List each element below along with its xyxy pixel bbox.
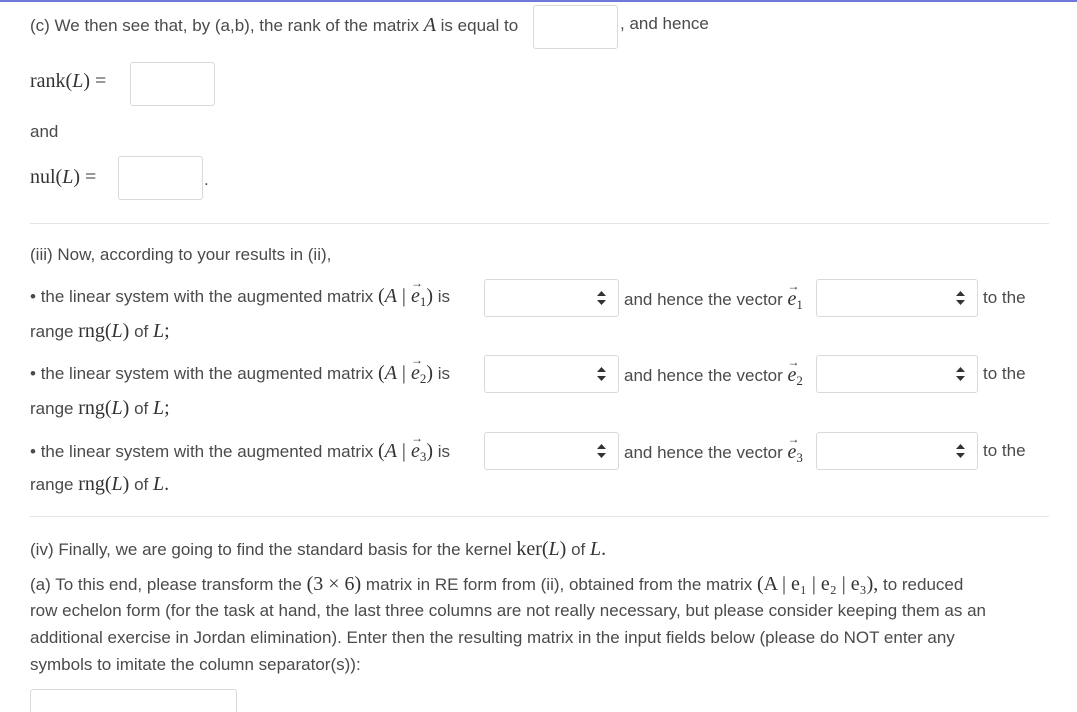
select-arrows-icon [956,367,965,381]
consistency-select-3[interactable] [484,432,619,470]
part-c-sentence [30,14,518,37]
belongs-select-2[interactable] [816,355,978,393]
part-iv-a-line-2: row echelon form (for the task at hand, the last three columns are not really necessary, but please consider keeping them as an [30,601,986,620]
aug-matrix-3: (A | → $e_3$) [378,440,433,462]
matrix-dimensions: (3 × 6) [306,573,362,595]
vector-e: → e [788,441,797,464]
period-text: . [204,170,209,189]
range-text: range [30,322,74,341]
to-the-text: to the [983,364,1026,383]
system-text: the linear system with the augmented matrix [40,442,374,461]
rank-var: L [72,70,84,92]
bullet: • [30,287,36,306]
bullet: • [30,442,36,461]
and-text: and [30,122,59,141]
is-text: is [437,442,451,461]
select-arrows-icon [597,367,606,381]
top-accent-line [0,0,1077,2]
bullet: • [30,364,36,383]
rank-label: rank( [30,70,73,92]
part-iv-a-line-3: additional exercise in Jordan elimination). Enter then the resulting matrix in the input fields below (please do NOT enter any [30,628,955,647]
and-hence-vector-text: and hence the vector [624,443,783,462]
system-line-1 [30,285,450,310]
vector-e: → e [788,364,797,387]
part-iv-intro: (iv) Finally, we are going to find the standard basis for the kernel ker(L) of L. [30,538,607,560]
system-text: the linear system with the augmented matrix [40,364,374,383]
vector-line-1 [624,288,803,313]
divider [30,516,1049,517]
vector-index: 2 [796,373,803,388]
vector-line-3 [624,441,803,466]
part-iv-a-line-4: symbols to imitate the column separator(s)): [30,655,361,674]
aug-matrix-2: (A | → $e_2$) [378,362,433,384]
vector-line-2 [624,364,803,389]
rank-close: ) = [83,70,107,92]
augmented-matrix-full: (A | e₁ | e₂ | e₃), [757,573,879,595]
system-line-2 [30,362,450,387]
part-iv-text: (iv) Finally, we are going to find the standard basis for the kernel [30,540,512,559]
and-hence-vector-text: and hence the vector [624,290,783,309]
to-the-text: to the [983,441,1026,460]
nul-l-expression [30,166,96,189]
range-text: range [30,475,74,494]
matrix-a-symbol: A [423,14,436,36]
part-c-text: (c) We then see that, by (a,b), the rank of the matrix [30,16,419,35]
vector-index: 3 [796,450,803,465]
part-c-text-2: is equal to [440,16,519,35]
nul-label: nul( [30,166,63,188]
nul-close: ) = [73,166,97,188]
is-text: is [437,364,451,383]
vector-e: → e [788,288,797,311]
divider [30,223,1049,224]
system-line-3 [30,440,450,465]
rank-l-expression [30,70,106,93]
vector-index: 1 [796,297,803,312]
rref-matrix-input[interactable] [30,689,237,712]
rank-a-input[interactable] [533,5,618,49]
part-iv-a-line-1: (a) To this end, please transform the (3 × 6) matrix in RE form from (ii), obtained from the matrix (A | e₁ | e₂ | e₃), to reduced [30,573,964,595]
rank-l-input[interactable] [130,62,215,106]
consistency-select-2[interactable] [484,355,619,393]
select-arrows-icon [597,444,606,458]
consistency-select-1[interactable] [484,279,619,317]
and-hence-vector-text: and hence the vector [624,366,783,385]
range-line-2: range rng(L) of L; [30,397,170,419]
select-arrows-icon [956,291,965,305]
range-line-3: range rng(L) of L. [30,473,170,495]
select-arrows-icon [956,444,965,458]
and-hence-text: , and hence [620,14,709,33]
nul-l-input[interactable] [118,156,203,200]
range-line-1: range rng(L) of L; [30,320,170,342]
is-text: is [437,287,451,306]
belongs-select-3[interactable] [816,432,978,470]
belongs-select-1[interactable] [816,279,978,317]
part-iii-intro: (iii) Now, according to your results in (ii), [30,245,332,264]
to-the-text: to the [983,288,1026,307]
aug-matrix-1: (A | → $e_1$) [378,285,433,307]
range-text: range [30,399,74,418]
select-arrows-icon [597,291,606,305]
system-text: the linear system with the augmented matrix [40,287,374,306]
nul-var: L [62,166,74,188]
